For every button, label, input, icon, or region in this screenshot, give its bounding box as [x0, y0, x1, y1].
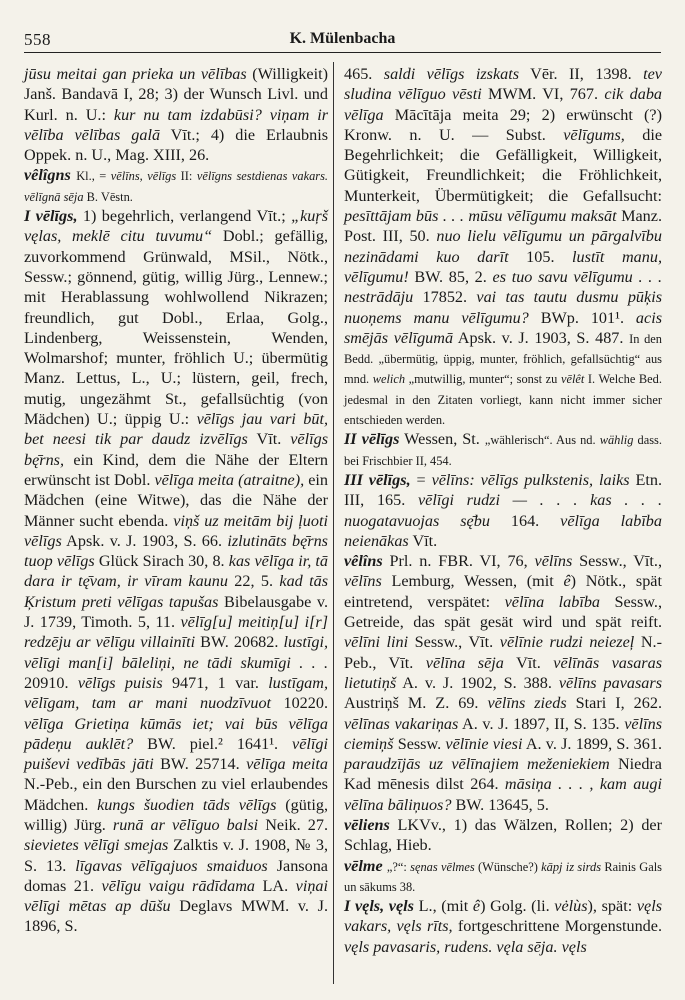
page-number: 558 [24, 30, 51, 49]
page-header [24, 30, 661, 52]
right-column [344, 64, 662, 957]
entry-vels: I vęls, vęls L., (mit ê) Golg. (li. vėlùs), spät: vęls vakars, vęls rīts, fortgeschrittene Morgenstunde. vęls pavasaris, rudens. vęla sēja. vęls [344, 897, 663, 956]
entry-veligs-2: II vēlīgs Wessen, St. „wählerisch“. Aus nd. wählig dass. bei Frischbier II, 454. [344, 430, 662, 468]
left-column [24, 64, 328, 937]
entry-veliens: vēliens LKVv., 1) das Wälzen, Rollen; 2) der Schlag, Hieb. [344, 815, 662, 855]
running-title: K. Mülenbacha [289, 30, 396, 47]
entry-velme: vēlme „?“: sęnas vēlmes (Wünsche?) kāpj iz sirds Rainis Gals un sākums 38. [344, 856, 662, 894]
entry-veligs-1: I vēlīgs, 1) begehrlich, verlangend Vīt.; „kuŗš vęlas, meklē citu tuvumu“ Dobl.; gefällig, zuvorkommend Grünwald, MSil., Nötk., Sessw.; gönnend, gütig, willig Jürg., Lennew.; mit Herablassung wohlwollend Nikrazen; freundlich, gut Dobl., Erlaa, Golg., Lindenberg, Weissenstein, Wenden, Wolmarshof; munter, fröhlich U.; übermütig Manz. Lettus, L., U.; lüstern, geil, frech, mutig, ungezähmt St., gefallsüchtig (von Mädchen) U.; üppig U.: vēlīgs jau vari būt, bet neesi tik par daudz izvēlīgs Vīt. vēlīgs bę̄rns, ein Kind, dem die Nähe der Eltern erwünscht ist Dobl. vēlīga meita (atraitne), ein Mädchen (eine Witwe), das die Nähe der Männer sucht ebenda. viņš uz meitām bij ļuoti vēlīgs Apsk. v. J. 1903, S. 66. izlutināts bę̄rns tuop vēlīgs Glück Sirach 30, 8. kas vēlīga ir, tā dara ir tę̄vam, ir vīram kaunu 22, 5. kad tās Ķristum preti vēlīgas tapušas Bibelausgabe v. J. 1739, Timoth. 5, 11. vēlīg[u] meitiņ[u] i[r] redzēju ar vēlīgu villainīti BW. 20682. lustīgi, vēlīgi man[i] bāleliņi, ne tādi skumīgi . . . 20910. vēlīgs puisis 9471, 1 var. lustīgam, vēlīgam, tam ar mani nuodzīvuot 10220. vēlīga Grietiņa kūmās iet; vai būs vēlīga pādeņu auklēt? BW. piel.² 1641¹. vēlīgi puiševi vedībās jāti BW. 25714. vēlīga meita N.-Peb., ein den Burschen zu viel erlaubendes Mädchen. kungs šuodien tāds vēlīgs (gütig, willig) Jürg. runā ar vēlīguo balsi Neik. 27. sievietes vēlīgi smejas Zalktis v. J. 1908, № 3, S. 13. līgavas vēlīgajuos smaiduos Jansona domas 21. vēlīgu vaigu rādīdama LA. viņai vēlīgi mētas ap dūšu Deglavs MWM. v. J. 1896, S. [24, 207, 329, 936]
entry-veligs-1-cont: 465. saldi vēlīgs izskats Vēr. II, 1398. tev sludina vēlīguo vēsti MWM. VI, 767. cik daba vēlīga Mācītāja meita 29; 2) erwünscht (?) Kronw. n. U. — Subst. vēlīgums, die Begehrlichkeit; die Gefälligkeit, Willigkeit, Gütigkeit, Freundlichkeit; die Fröhlichkeit, Munterkeit, Übermütigkeit; die Gefallsucht: pesīttājam būs . . . mūsu vēlīgumu maksāt Manz. Post. III, 50. nuo lielu vēlīgumu un pārgalvību nezinādami kuo darīt 105. lustīt manu, vēlīgumu! BW. 85, 2. es tuo savu vēlīgumu . . . nestrādāju 17852. vai tas tautu dusmu pūķis nuoņems manu vēlīgumu? BWp. 101¹. acis smējās vēlīgumā Apsk. v. J. 1903, S. 487. In den Bedd. „übermütig, üppig, munter, fröhlich, gefallsüchtig“ aus mnd. welich „mutwillig, munter“; sonst zu vēlêt I. Welche Bed. jedesmal in den Zitaten vorliegt, kann nicht immer sicher entschieden werden. [344, 65, 663, 428]
entry-velign: vêlîgns Kl., = vēlīns, vēlīgs II: vēlīgns sestdienas vakars. vēlīgnā sēja B. Vēstn. [24, 166, 329, 204]
entry-paragraph: jūsu meitai gan prieka un vēlības (Willigkeit) Janš. Bandavā I, 28; 3) der Wunsch Livl. und Kurl. n. U.: kur nu tam izdabūsi? viņam ir vēlība vēlības galā Vīt.; 4) die Erlaubnis Oppek. n. U., Mag. XIII, 26. [24, 65, 329, 165]
entry-veligs-3: III vēlīgs, = vēlīns: vēlīgs pulkstenis, laiks Etn. III, 165. vēlīgi rudzi — . . . kas . . . nuogatavuojas sę̄bu 164. vēlīga labība neienākas Vīt. [344, 470, 662, 550]
column-divider [333, 62, 334, 984]
header-rule [24, 52, 661, 53]
entry-velins: vêlîns Prl. n. FBR. VI, 76, vēlīns Sessw., Vīt., vēlīns Lemburg, Wessen, (mit ê) Nötk., spät eintretend, verspätet: vēlīna labība Sessw., Getreide, das spät gesät wird und spät reift. vēlīni lini Sessw., Vīt. vēlīnie rudzi neiezeļ N.-Peb., Vīt. vēlīna sēja Vīt. vēlīnās vasaras lietutiņš A. v. J. 1902, S. 388. vēlīns pavasars Austriņš M. Z. 69. vēlīns zieds Stari I, 262. vēlīnas vakariņas A. v. J. 1897, II, S. 135. vēlīns ciemiņš Sessw. vēlīnie viesi A. v. J. 1899, S. 361. paraudzījās uz vēlīnajiem meženiekiem Niedra Kad mēnesis dilst 264. māsiņa . . . , kam augi vēlīna bāliņuos? BW. 13645, 5. [344, 552, 663, 814]
